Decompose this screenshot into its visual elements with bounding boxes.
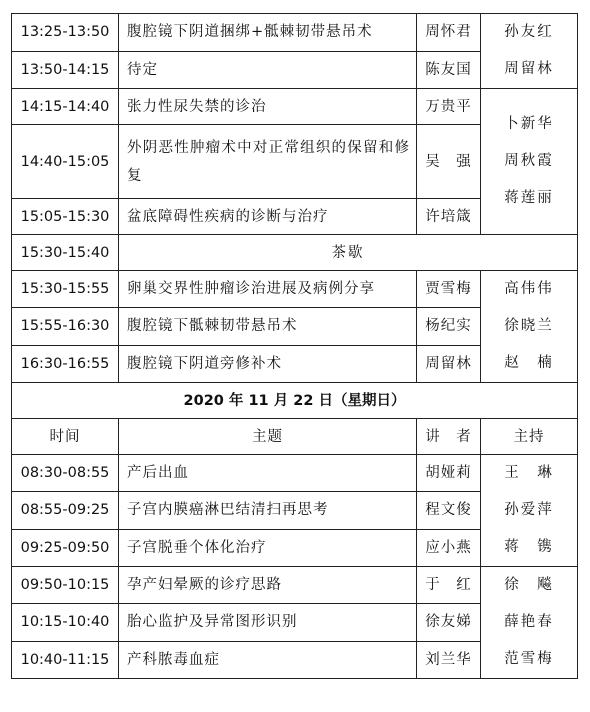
- time-cell: 10:40-11:15: [12, 641, 119, 678]
- speaker-cell: 胡娅莉: [417, 455, 481, 492]
- speaker-cell: 贾雪梅: [417, 271, 481, 308]
- topic-cell: 子宫脱垂个体化治疗: [119, 529, 417, 566]
- host-cell: [481, 89, 578, 235]
- time-cell: 14:40-15:05: [12, 125, 119, 199]
- topic-cell: 产后出血: [119, 455, 417, 492]
- speaker-cell: 徐友娣: [417, 604, 481, 641]
- speaker-cell: 于 红: [417, 567, 481, 604]
- topic-cell: 待定: [119, 51, 417, 89]
- host-name: 徐 飚: [504, 577, 554, 593]
- time-cell: 15:05-15:30: [12, 199, 119, 235]
- host-name: 周留林: [504, 61, 554, 77]
- host-name: 周秋霞: [504, 153, 554, 169]
- break-label: 茶歇: [119, 235, 578, 271]
- host-name: 王 琳: [504, 465, 554, 481]
- speaker-cell: 周怀君: [417, 14, 481, 52]
- topic-cell: 腹腔镜下阴道旁修补术: [119, 345, 417, 382]
- time-cell: 14:15-14:40: [12, 89, 119, 125]
- header-speaker: 讲 者: [417, 419, 481, 455]
- host-name: 高伟伟: [504, 281, 554, 297]
- schedule-table: [11, 13, 578, 679]
- time-cell: 09:50-10:15: [12, 567, 119, 604]
- speaker-cell: 应小燕: [417, 529, 481, 566]
- header-host: 主持: [481, 419, 578, 455]
- host-name: 孙爱萍: [504, 502, 554, 518]
- speaker-cell: 吴 强: [417, 125, 481, 199]
- host-name: 范雪梅: [504, 651, 554, 667]
- date-row: [12, 383, 578, 419]
- speaker-cell: 周留林: [417, 345, 481, 382]
- host-cell: [481, 14, 578, 89]
- host-name: 赵 楠: [504, 355, 554, 371]
- topic-cell: 外阴恶性肿瘤术中对正常组织的保留和修复: [119, 125, 417, 199]
- topic-cell: 子宫内膜癌淋巴结清扫再思考: [119, 492, 417, 529]
- topic-cell: 腹腔镜下阴道捆绑+骶棘韧带悬吊术: [119, 14, 417, 52]
- speaker-cell: 万贵平: [417, 89, 481, 125]
- time-cell: 13:25-13:50: [12, 14, 119, 52]
- header-row: [12, 419, 578, 455]
- day-heading: 2020 年 11 月 22 日（星期日）: [12, 383, 578, 419]
- header-topic: 主题: [119, 419, 417, 455]
- topic-cell: 腹腔镜下骶棘韧带悬吊术: [119, 308, 417, 345]
- topic-cell: 产科脓毒血症: [119, 641, 417, 678]
- table-row: [12, 271, 578, 308]
- speaker-cell: 陈友国: [417, 51, 481, 89]
- speaker-cell: 杨纪实: [417, 308, 481, 345]
- topic-cell: 孕产妇晕厥的诊疗思路: [119, 567, 417, 604]
- speaker-cell: 许培箴: [417, 199, 481, 235]
- host-cell: [481, 455, 578, 567]
- host-name: 卜新华: [504, 116, 554, 132]
- time-cell: 13:50-14:15: [12, 51, 119, 89]
- break-row: [12, 235, 578, 271]
- table-row: [12, 89, 578, 125]
- time-cell: 09:25-09:50: [12, 529, 119, 566]
- host-name: 蒋莲丽: [504, 190, 554, 206]
- table-row: [12, 567, 578, 604]
- time-cell: 10:15-10:40: [12, 604, 119, 641]
- header-time: 时间: [12, 419, 119, 455]
- time-cell: 15:30-15:55: [12, 271, 119, 308]
- host-name: 徐晓兰: [504, 318, 554, 334]
- time-cell: 15:55-16:30: [12, 308, 119, 345]
- host-cell: [481, 567, 578, 679]
- topic-cell: 盆底障碍性疾病的诊断与治疗: [119, 199, 417, 235]
- time-cell: 16:30-16:55: [12, 345, 119, 382]
- table-row: [12, 455, 578, 492]
- topic-cell: 胎心监护及异常图形识别: [119, 604, 417, 641]
- host-name: 蒋 镌: [504, 539, 554, 555]
- time-cell: 15:30-15:40: [12, 235, 119, 271]
- host-cell: [481, 271, 578, 383]
- host-name: 薛艳春: [504, 614, 554, 630]
- time-cell: 08:55-09:25: [12, 492, 119, 529]
- topic-cell: 卵巢交界性肿瘤诊治进展及病例分享: [119, 271, 417, 308]
- speaker-cell: 刘兰华: [417, 641, 481, 678]
- time-cell: 08:30-08:55: [12, 455, 119, 492]
- topic-cell: 张力性尿失禁的诊治: [119, 89, 417, 125]
- table-row: [12, 14, 578, 52]
- host-name: 孙友红: [504, 24, 554, 40]
- speaker-cell: 程文俊: [417, 492, 481, 529]
